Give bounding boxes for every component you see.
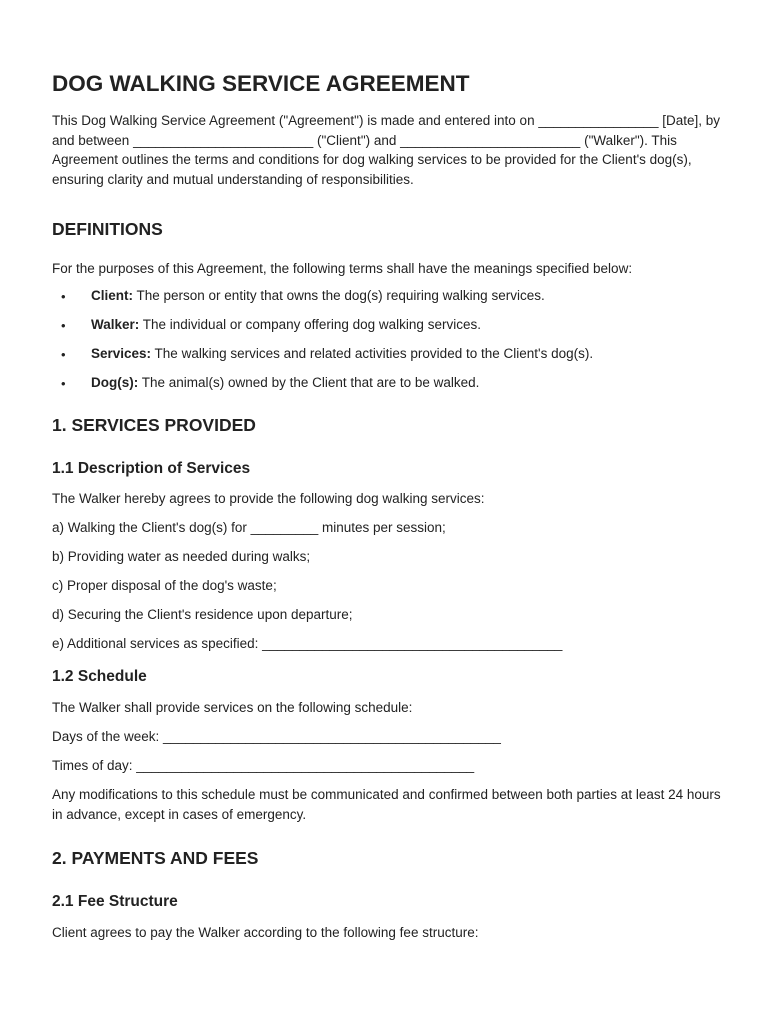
schedule-times: Times of day: _____________________________________________ [52, 758, 475, 774]
definition-text: The walking services and related activities provided to the Client's dog(s). [151, 345, 594, 361]
intro-paragraph: This Dog Walking Service Agreement ("Agreement") is made and entered into on ________________ [Date], by and between ________________________ ("Client") and ________________________ ("Walker"). This Agreement outlines the terms and conditions for dog walking services to be provided for the Client's dog(s), ensuring clarity and mutual understanding of responsibilities. [52, 113, 720, 187]
section-1-heading: 1. SERVICES PROVIDED [52, 414, 256, 435]
schedule-days: Days of the week: _____________________________________________ [52, 729, 501, 745]
schedule-note: Any modifications to this schedule must be communicated and confirmed between both parties at least 24 hours in advance, except in cases of emergency. [52, 787, 721, 822]
schedule-lead: The Walker shall provide services on the following schedule: [52, 700, 413, 716]
definitions-list [52, 286, 732, 402]
section-1-2-heading: 1.2 Schedule [52, 667, 147, 685]
definition-item-dogs [52, 373, 732, 402]
services-lead: The Walker hereby agrees to provide the following dog walking services: [52, 491, 485, 507]
definition-text: The animal(s) owned by the Client that are to be walked. [138, 374, 480, 390]
definitions-heading: DEFINITIONS [52, 219, 163, 239]
agreement-page [52, 70, 732, 942]
bullet-icon: • [61, 346, 66, 362]
bullet-icon: • [61, 317, 66, 333]
definition-text: The individual or company offering dog walking services. [139, 316, 481, 332]
definition-item-services [52, 344, 732, 373]
definition-term: Client: [91, 287, 133, 303]
definition-term: Walker: [91, 316, 140, 332]
bullet-icon: • [61, 375, 66, 391]
definition-item-walker [52, 315, 732, 344]
definition-term: Services: [91, 345, 152, 361]
definition-term: Dog(s): [91, 374, 139, 390]
service-item-d: d) Securing the Client's residence upon departure; [52, 607, 353, 623]
definitions-lead: For the purposes of this Agreement, the following terms shall have the meanings specified below: [52, 261, 633, 276]
service-item-c: c) Proper disposal of the dog's waste; [52, 578, 277, 594]
service-item-e: e) Additional services as specified: ________________________________________ [52, 636, 563, 652]
fee-lead: Client agrees to pay the Walker according to the following fee structure: [52, 924, 479, 940]
section-1-1-heading: 1.1 Description of Services [52, 459, 251, 477]
document-title: DOG WALKING SERVICE AGREEMENT [52, 71, 470, 96]
service-item-a: a) Walking the Client's dog(s) for _________ minutes per session; [52, 520, 446, 536]
definition-text: The person or entity that owns the dog(s) requiring walking services. [133, 287, 545, 303]
service-item-b: b) Providing water as needed during walks; [52, 549, 311, 565]
section-2-heading: 2. PAYMENTS AND FEES [52, 848, 259, 869]
section-2-1-heading: 2.1 Fee Structure [52, 893, 178, 911]
definition-item-client [52, 286, 732, 315]
bullet-icon: • [61, 288, 66, 304]
